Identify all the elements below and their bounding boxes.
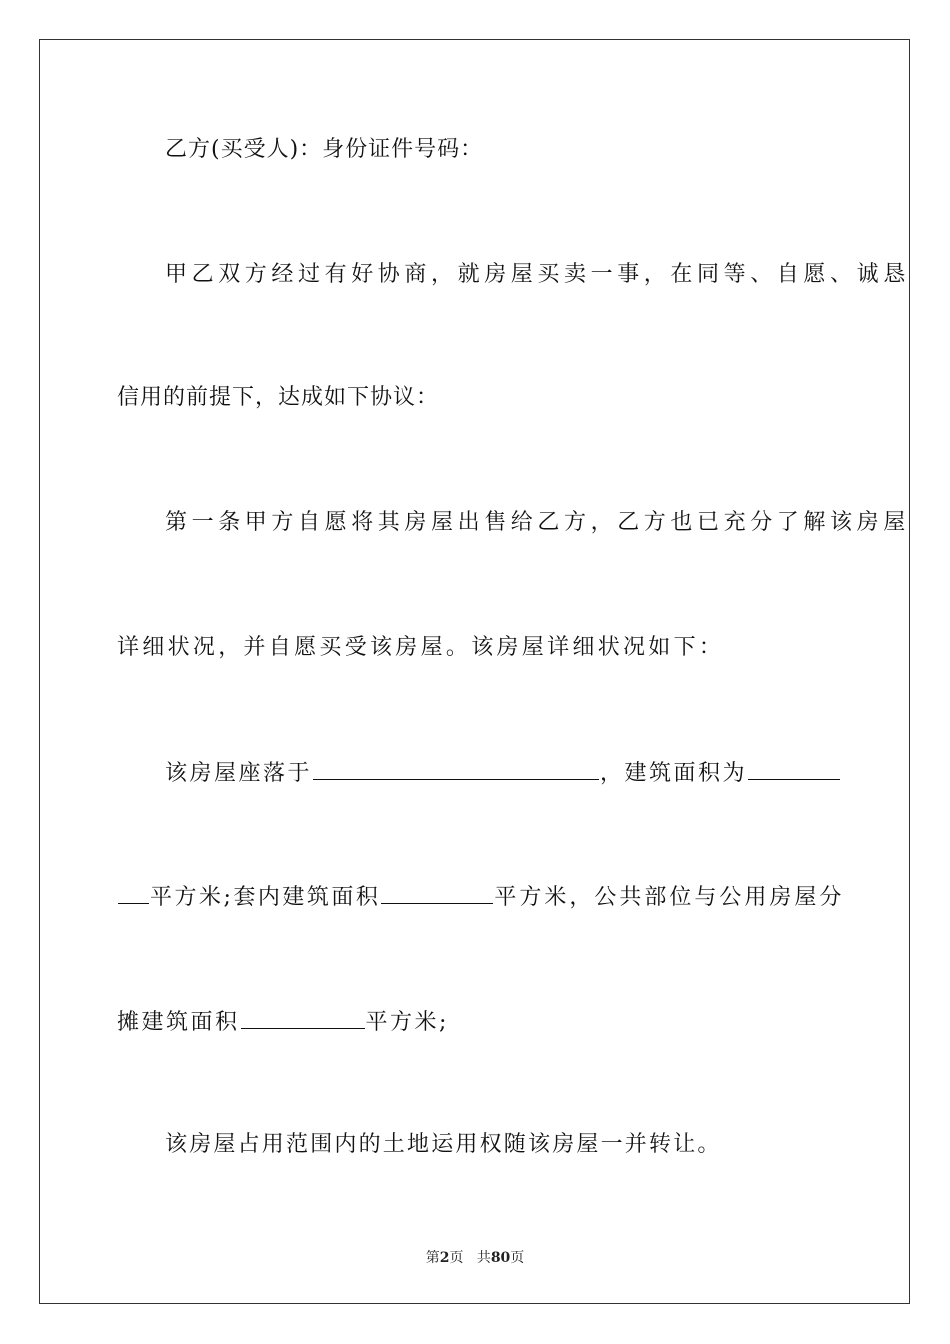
location-label: 该房屋座落于 <box>165 761 313 786</box>
intro-paragraph-line-2: 信用的前提下，达成如下协议： <box>117 385 440 410</box>
page-footer <box>0 1247 950 1267</box>
intro-paragraph-line-1 <box>165 260 910 290</box>
area-line <box>117 881 845 913</box>
page-prefix: 第 <box>425 1250 440 1266</box>
shared-area-label: 平方米，公共部位与公用房屋分 <box>494 885 845 910</box>
article-one-line-2: 详细状况，并自愿买受该房屋。该房屋详细状况如下： <box>117 635 725 660</box>
location-blank <box>313 757 599 780</box>
page-total: 80 <box>490 1250 511 1266</box>
shared-area-prefix: 摊建筑面积 <box>117 1010 240 1035</box>
buyer-id-line: 乙方(买受人)：身份证件号码： <box>165 137 484 162</box>
inner-area-blank <box>381 881 493 904</box>
location-line <box>165 757 833 789</box>
intro-paragraph-text-1: 甲乙双方经过有好协商，就房屋买卖一事，在同等、自愿、诚恳 <box>165 262 910 287</box>
shared-area-line <box>117 1006 833 1038</box>
page-frame <box>39 39 910 1304</box>
shared-area-suffix: 平方米; <box>365 1010 449 1035</box>
page-current: 2 <box>439 1250 450 1266</box>
total-prefix: 共 <box>476 1250 491 1266</box>
building-area-blank-1 <box>748 757 840 780</box>
building-area-label: ，建筑面积为 <box>600 761 748 786</box>
shared-area-blank <box>241 1006 365 1029</box>
building-area-blank-2 <box>118 881 149 904</box>
article-one-line-1: 第一条甲方自愿将其房屋出售给乙方，乙方也已充分了解该房屋 <box>165 510 910 535</box>
page-suffix: 页 <box>449 1250 464 1266</box>
inner-area-label: 平方米;套内建筑面积 <box>150 885 381 910</box>
land-use-line: 该房屋占用范围内的土地运用权随该房屋一并转让。 <box>165 1132 722 1157</box>
total-suffix: 页 <box>510 1250 525 1266</box>
